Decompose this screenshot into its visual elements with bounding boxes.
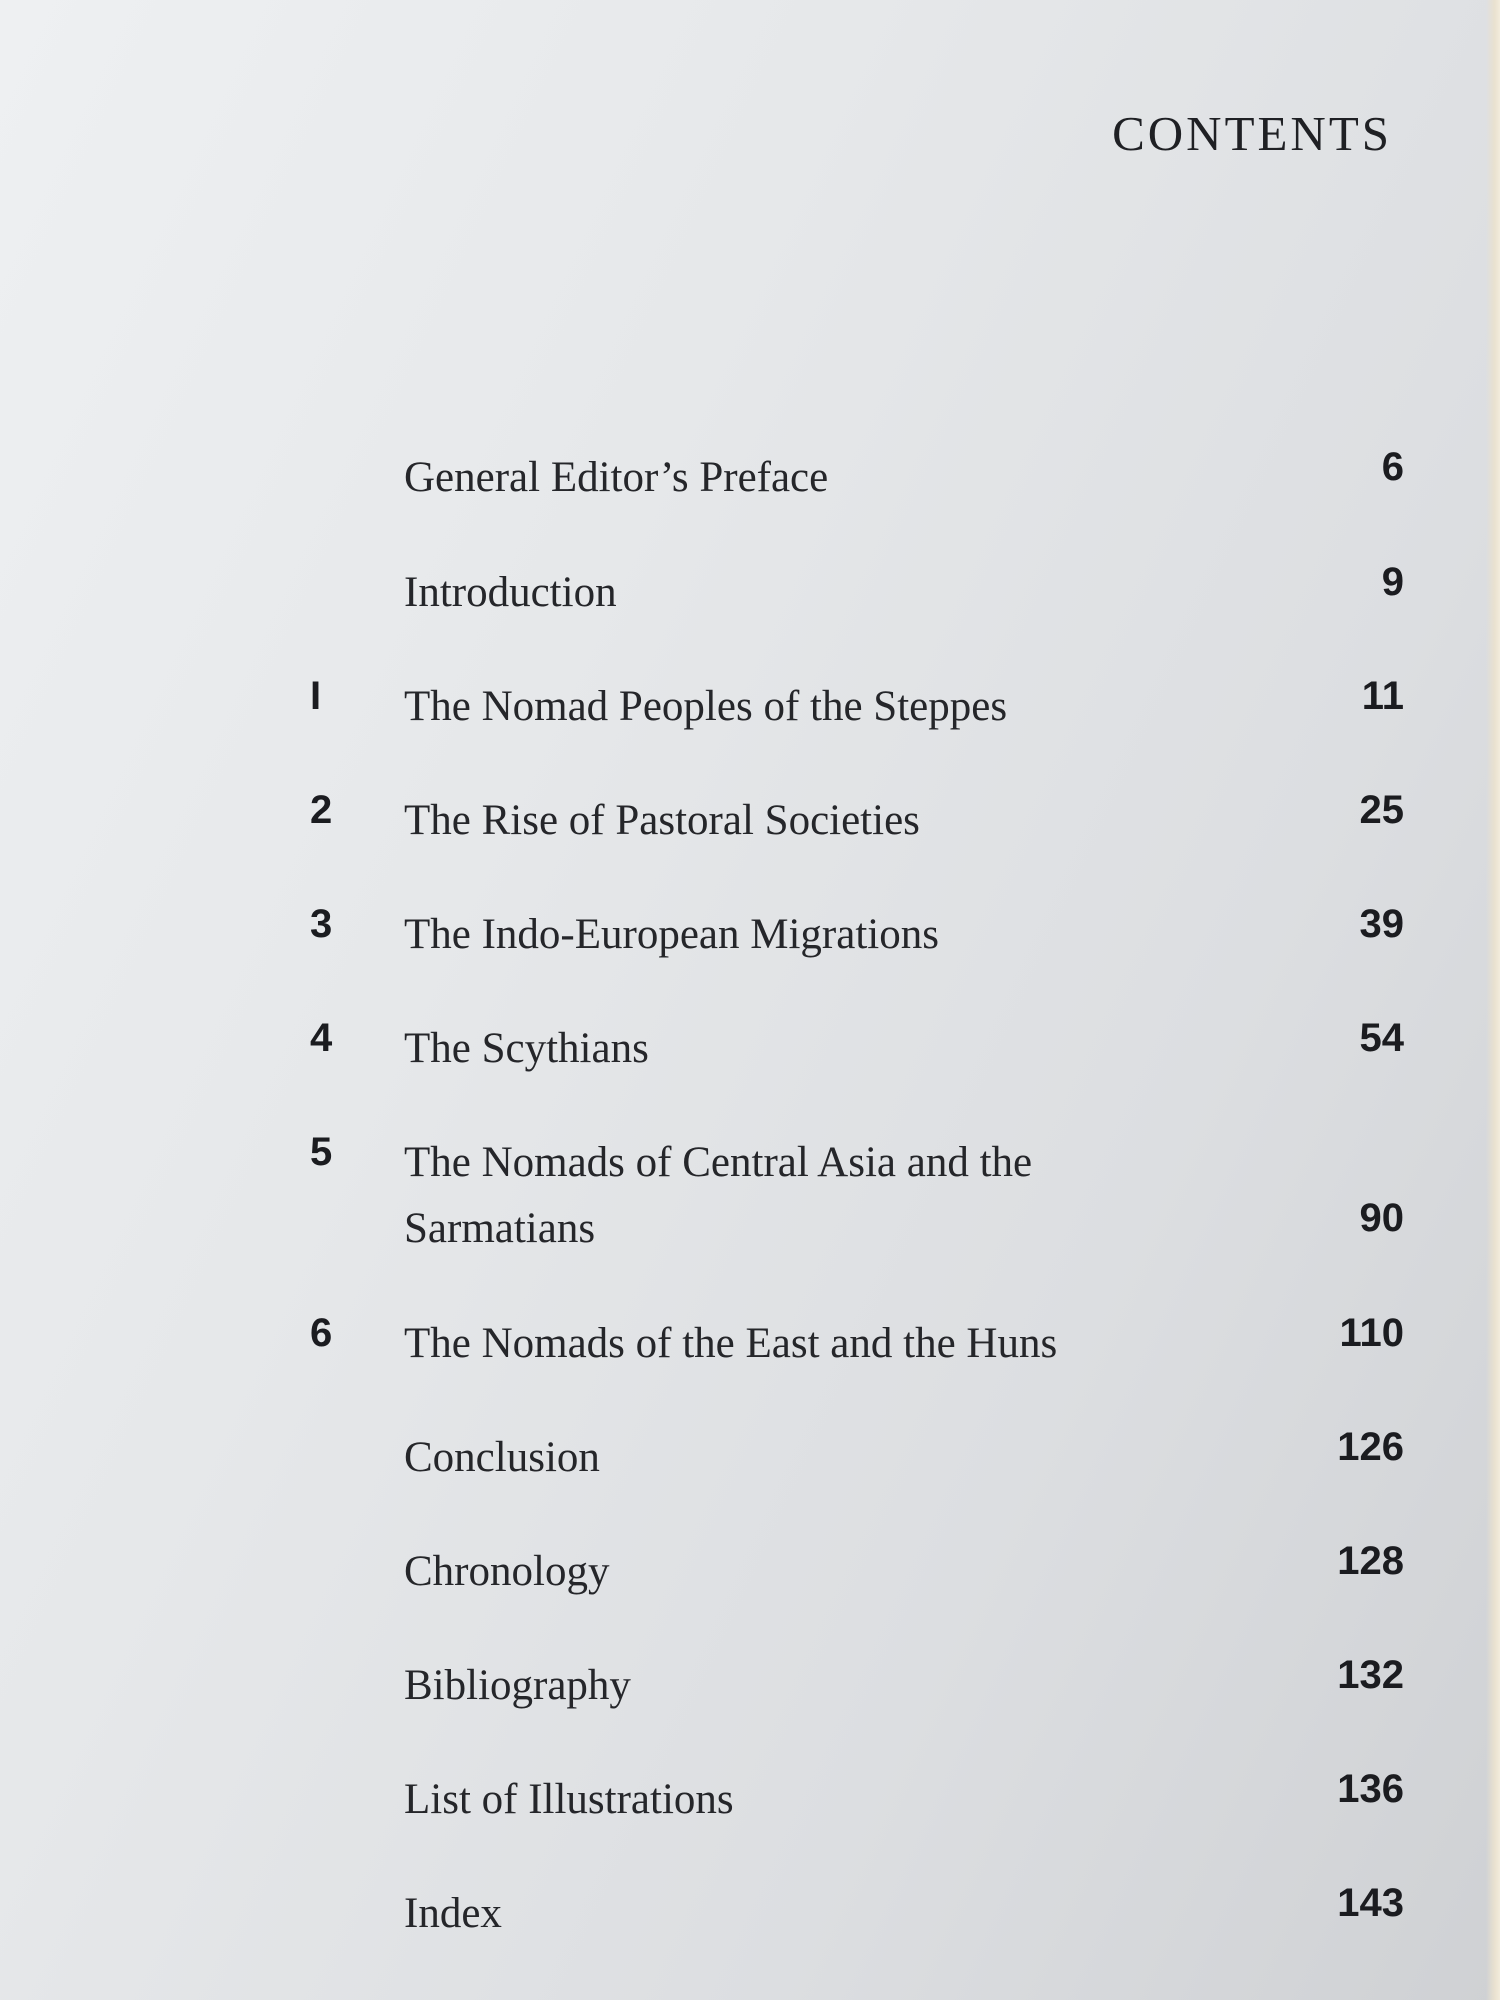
entry-title: Conclusion	[404, 1434, 600, 1481]
chapter-number: 3	[310, 902, 333, 946]
page-number: 143	[1337, 1881, 1404, 1925]
toc-entry-preface	[0, 445, 1500, 505]
page-number: 6	[1381, 445, 1404, 489]
toc-entry-index	[0, 1881, 1500, 1941]
entry-title-line-1: The Nomads of Central Asia and the	[404, 1139, 1033, 1186]
toc-entry-chapter-5	[0, 1130, 1500, 1262]
page-title: CONTENTS	[1112, 106, 1392, 161]
chapter-number: 5	[310, 1130, 333, 1174]
entry-title: Bibliography	[404, 1662, 631, 1709]
toc-entry-chapter-6	[0, 1311, 1500, 1371]
page-number: 90	[1359, 1196, 1404, 1240]
entry-title: The Rise of Pastoral Societies	[404, 797, 920, 844]
page-number: 126	[1337, 1425, 1404, 1469]
entry-title: The Indo-European Migrations	[404, 911, 939, 958]
page-number: 110	[1339, 1311, 1404, 1355]
chapter-number: I	[310, 674, 322, 718]
toc-entry-conclusion	[0, 1425, 1500, 1485]
toc-entry-chapter-3	[0, 902, 1500, 962]
toc-entry-chronology	[0, 1539, 1500, 1599]
entry-title: The Nomads of the East and the Huns	[404, 1320, 1058, 1367]
toc-entry-bibliography	[0, 1653, 1500, 1713]
page-number: 128	[1337, 1539, 1404, 1583]
entry-title	[404, 1130, 1032, 1262]
entry-title: Index	[404, 1890, 502, 1937]
page-number: 25	[1359, 788, 1404, 832]
entry-title: The Nomad Peoples of the Steppes	[404, 683, 1008, 730]
entry-title: Chronology	[404, 1548, 610, 1595]
toc-entry-chapter-4	[0, 1016, 1500, 1076]
page-number: 54	[1359, 1016, 1404, 1060]
entry-title: General Editor’s Preface	[404, 454, 829, 501]
toc-entry-list-of-illustrations	[0, 1767, 1500, 1827]
toc-entry-chapter-1	[0, 674, 1500, 734]
entry-title-line-2: Sarmatians	[404, 1205, 596, 1252]
page-number: 39	[1359, 902, 1404, 946]
entry-title: The Scythians	[404, 1025, 649, 1072]
page-number: 11	[1361, 674, 1404, 718]
toc-entry-introduction	[0, 560, 1500, 620]
page-number: 136	[1337, 1767, 1404, 1811]
entry-title: Introduction	[404, 569, 617, 616]
chapter-number: 2	[310, 788, 333, 832]
chapter-number: 4	[310, 1016, 333, 1060]
entry-title: List of Illustrations	[404, 1776, 734, 1823]
chapter-number: 6	[310, 1311, 333, 1355]
toc-entry-chapter-2	[0, 788, 1500, 848]
page-number: 132	[1337, 1653, 1404, 1697]
page-number: 9	[1381, 560, 1404, 604]
